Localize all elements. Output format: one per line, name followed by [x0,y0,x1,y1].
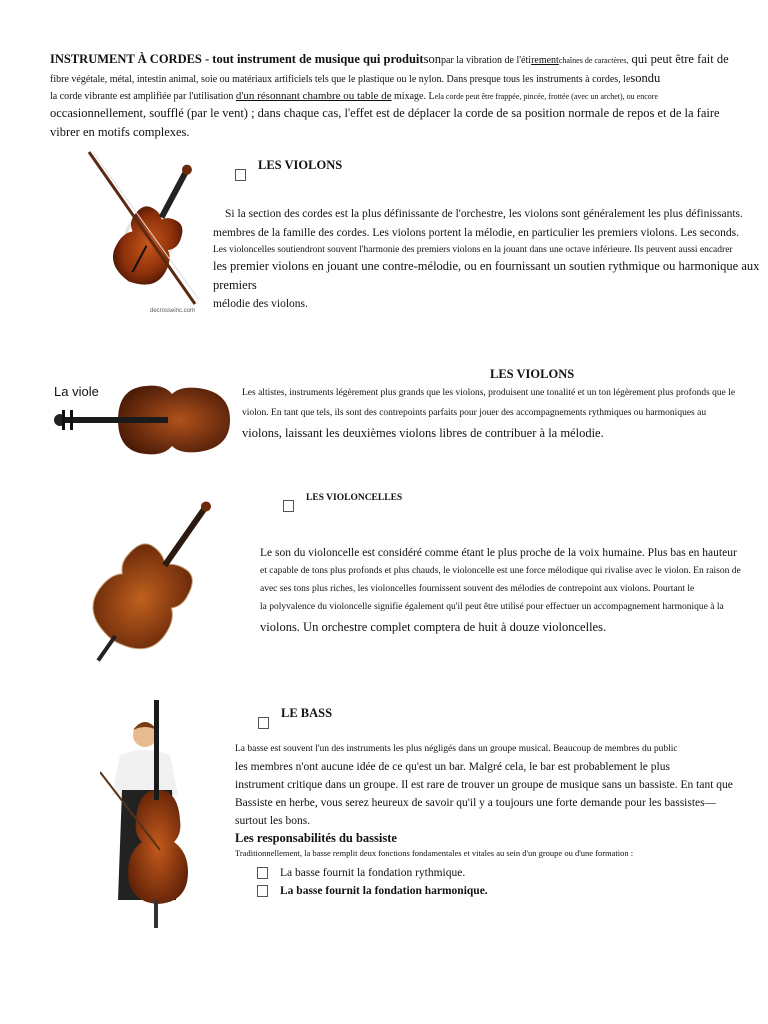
checkbox-icon [257,885,268,897]
viola-image-label: La viole [54,384,99,399]
section-heading-bass: LE BASS [258,706,332,729]
checkbox-icon [283,500,294,512]
viola-body: Les altistes, instruments légèrement plus grands que les violons, produisent une tonalité et un ton légèrement plus profonds que le violon. En tant que tels, ils sont des contrepoints parfaits pour jouer des accompagnements rythmiques ou harmoniques au violons, laissant les deuxièmes violons libres de contribuer à la mélodie. [242,388,736,440]
checkbox-icon [235,169,246,181]
cellos-body: Le son du violoncelle est considéré comme étant le plus proche de la voix humaine. Plus bas en hauteur et capable de tons plus profonds et plus chauds, le violoncelle est une force mélodique qui rivalise avec le violon. En raison de avec ses tons plus riches, les violoncelles fournissent souvent des mélodies de contrepoint aux violons. Pourtant le la polyvalence du violoncelle signifie également qu'il peut être utilisé pour effectuer un accompagnement harmonique à la violons. Un orchestre complet comptera de huit à douze violoncelles. [260,547,741,634]
intro-line-2: fibre végétale, métal, intestin animal, soie ou matériaux artificiels tels que le plastique ou le nylon. Dans presque tous les instruments à cordes, lesondu [50,70,661,85]
checkbox-icon [257,867,268,879]
viola-image [48,380,238,460]
intro-line-5: vibrer en motifs complexes. [50,124,190,139]
list-item: La basse fournit la fondation harmonique. [257,882,755,900]
list-item: La basse fournit la fondation rythmique. [257,864,755,882]
image-credit: decrosseinc.com [150,308,196,314]
section-heading-viola: LES VIOLONS [490,367,575,381]
bass-player-image [100,700,195,930]
violins-body: Si la section des cordes est la plus définissante de l'orchestre, les violons sont généralement les plus définissants. membres de la famille des cordes. Les violons portent la mélodie, en particulier les premiers violons. Les seconds. Les violoncelles soutiendront souvent l'harmonie des premiers violons en la jouant dans une octave inférieure. Ils peuvent aussi encadrer les premier violons en jouant une contre-mélodie, ou en fournissant un soutien rythmique ou harmonique aux premiers mélodie des violons. [213,208,760,310]
intro-paragraph [50,50,755,142]
bass-list [235,864,755,900]
intro-line-1: INSTRUMENT À CORDES - tout instrument de musique qui produitsonpar la vibration de l'étirementchaînes de caractères, qui peut être fait de [50,52,729,66]
intro-line-4: occasionnellement, soufflé (par le vent) ; dans chaque cas, l'effet est de déplacer la corde de sa position normale de repos et de la faire [50,106,720,120]
intro-title: INSTRUMENT À CORDES - tout instrument de musique qui produit [50,52,424,66]
section-heading-violins: LES VIOLONS [235,158,342,181]
section-heading-cellos: LES VIOLONCELLES [283,493,402,512]
bass-sub-heading: Les responsabilités du bassiste [235,831,397,845]
intro-line-3: la corde vibrante est amplifiée par l'utilisation d'un résonnant chambre ou table de mixage. Lela corde peut être frappée, pincée, frottée (avec un archet), ou encore [50,89,658,102]
checkbox-icon [258,717,269,729]
bass-body: La basse est souvent l'un des instruments les plus négligés dans un groupe musical. Beaucoup de membres du public les membres n'ont aucune idée de ce qu'est un bar. Malgré cela, le bar est probablement le plus instrument critique dans un groupe. Il est rare de trouver un groupe de musique sans un bassiste. En tant que Bassiste en herbe, vous serez heureux de savoir qu'il y a toujours une forte demande pour les bassistes— surtout les bons. Les responsabilités du bassiste Traditionnellement, la basse remplit deux fonctions fondamentales et vitales au sein d'un groupe ou d'une formation : La basse fournit la fondation rythmique. La basse fournit la fondation harmonique. [235,740,755,900]
cello-image [72,495,217,670]
violin-image [75,148,210,318]
